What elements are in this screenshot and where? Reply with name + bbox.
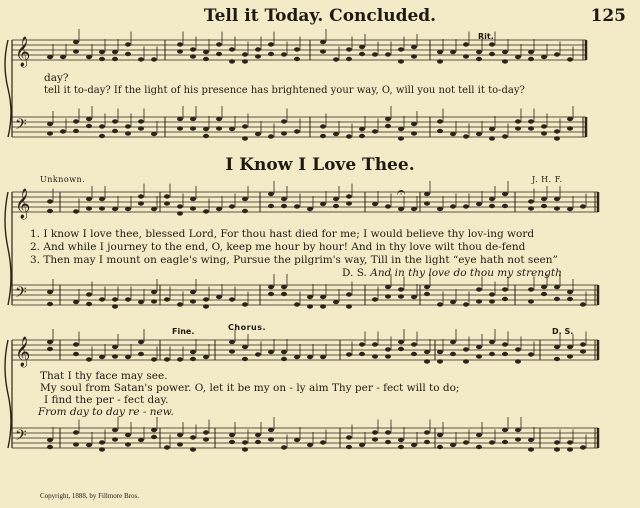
composer-credit: J. H. F. — [532, 175, 563, 184]
svg-text:𝄢: 𝄢 — [15, 427, 27, 448]
author-credit: Unknown. — [40, 175, 86, 184]
copyright-notice: Copyright, 1888, by Fillmore Bros. — [40, 492, 139, 500]
page-title: Tell it Today. Concluded. — [203, 6, 437, 26]
svg-text:𝄞: 𝄞 — [15, 37, 31, 67]
lower-lyric-3: I find the per - fect day. — [44, 394, 169, 406]
lower-lyric-italic: From day to day re - new. — [38, 406, 174, 418]
verse-2: 2. And while I journey to the end, O, keep me hour by hour! And in thy love wilt thou de-fend — [30, 241, 526, 253]
lower-lyric-1: That I thy face may see. — [40, 370, 168, 382]
song-title: I Know I Love Thee. — [225, 155, 415, 175]
fine-marking: Fine. — [172, 327, 195, 336]
verse-3: 3. Then may I mount on eagle's wing, Pursue the pilgrim's way, Till in the light “eye hath not seen” — [30, 254, 558, 266]
svg-text:𝄢: 𝄢 — [15, 116, 27, 137]
svg-text:𝄞: 𝄞 — [15, 337, 31, 367]
verse-1: 1. I know I love thee, blessed Lord, For thou hast died for me; I would believe thy lov-ing word — [30, 228, 535, 240]
chorus-marking: Chorus. — [228, 323, 267, 332]
lyric-day: day? — [44, 72, 69, 84]
ds-prefix: D. S. — [342, 267, 367, 279]
svg-text:𝄢: 𝄢 — [15, 284, 27, 305]
page-number: 125 — [590, 6, 626, 26]
lower-lyric-2: My soul from Satan's power. O, let it be my on - ly aim Thy per - fect will to do; — [40, 382, 460, 394]
ds-text: And in thy love do thou my strength — [370, 267, 562, 279]
svg-text:𝄞: 𝄞 — [15, 189, 31, 219]
rit-marking: Rit. — [478, 32, 494, 41]
ds-line — [342, 267, 562, 279]
ds-end-marking: D. S. — [552, 327, 574, 336]
staff-system-1 — [0, 0, 640, 150]
fermata-symbol: 𝄐 — [397, 183, 406, 201]
lyric-line-song1: tell it to-day? If the light of his presence has brightened your way, O, will you not tell it to-day? — [44, 85, 525, 96]
